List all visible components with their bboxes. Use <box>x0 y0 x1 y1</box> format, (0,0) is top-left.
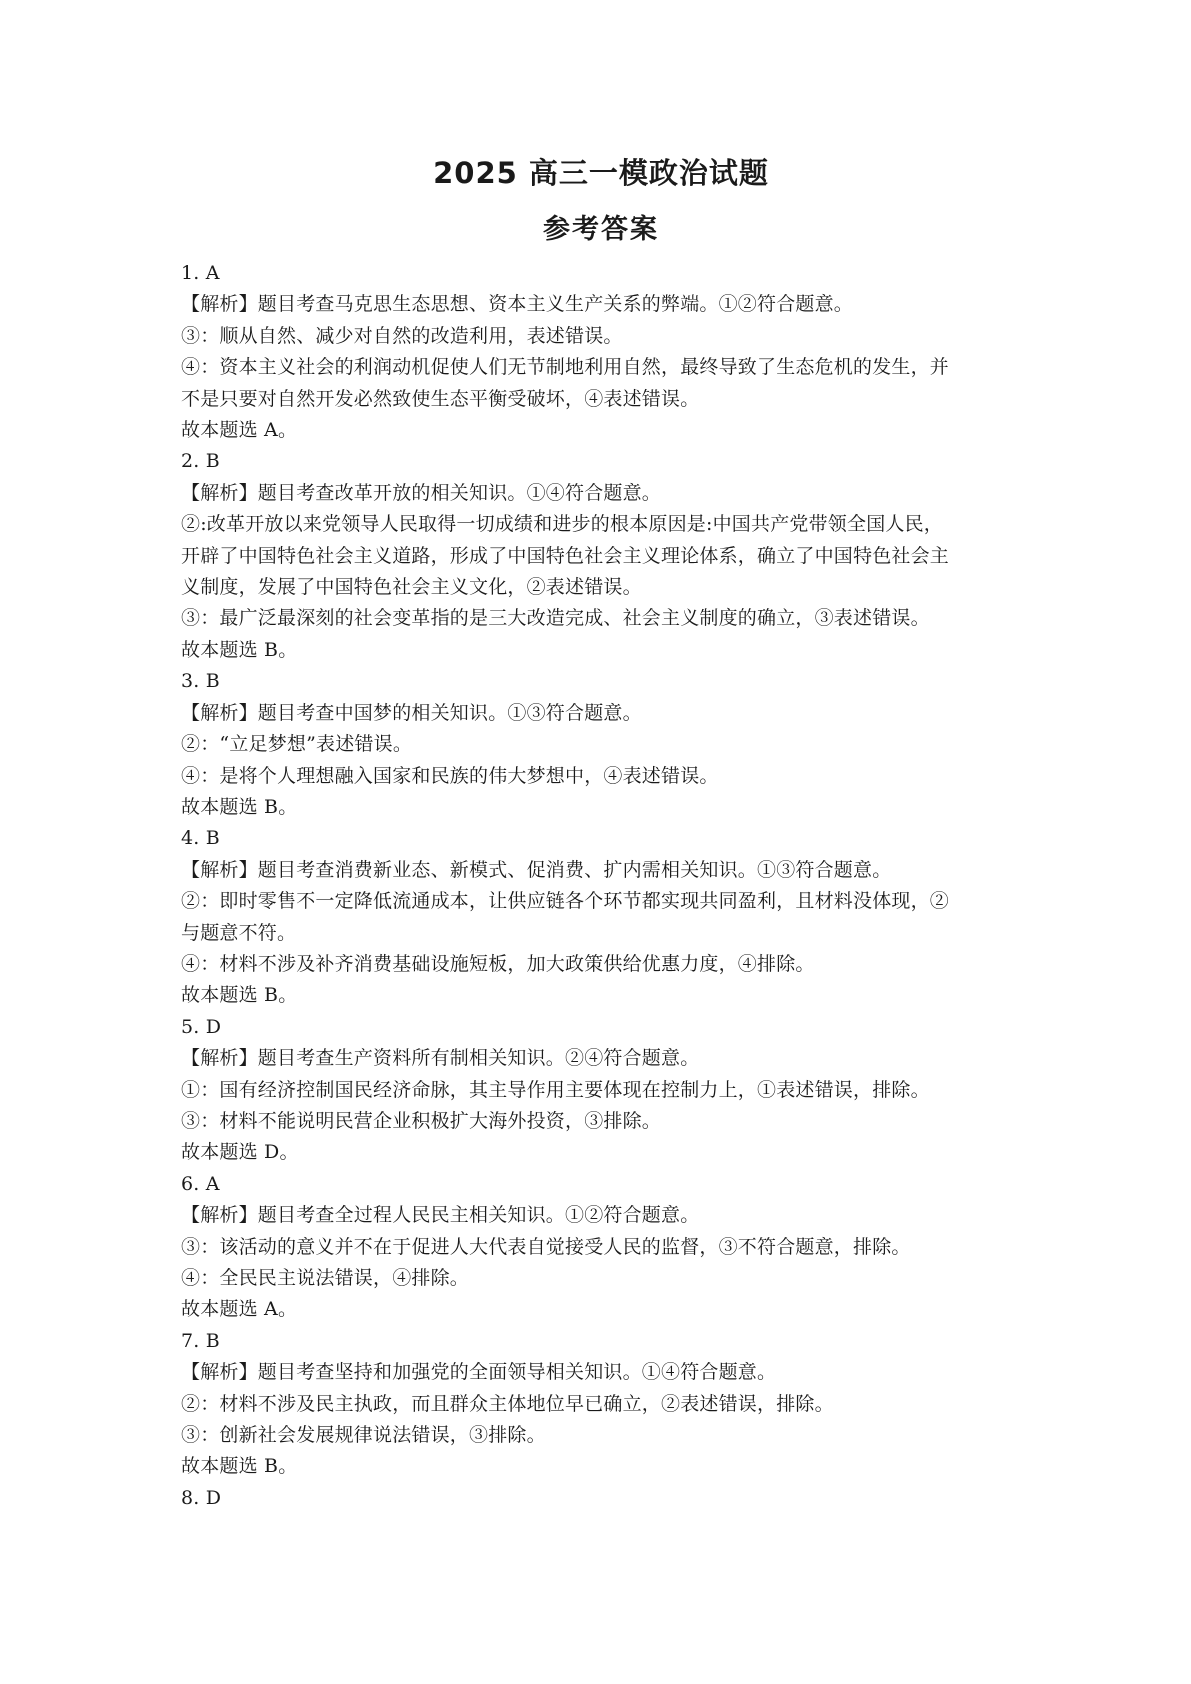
answer-item <box>181 823 1021 1011</box>
explanation-line: ④：资本主义社会的利润动机促使人们无节制地利用自然，最终导致了生态危机的发生，并 <box>181 356 950 379</box>
explanation-line: 故本题选 B。 <box>181 638 298 661</box>
answer-item <box>181 1483 1021 1514</box>
answer-number: 4. B <box>181 827 220 850</box>
answer-number: 8. D <box>181 1486 222 1509</box>
explanation-line: ②：即时零售不一定降低流通成本，让供应链各个环节都实现共同盈利，且材料没体现，② <box>181 890 950 913</box>
explanation-line: ④：是将个人理想融入国家和民族的伟大梦想中，④表述错误。 <box>181 764 719 787</box>
answer-item <box>181 1012 1021 1169</box>
answer-item <box>181 1169 1021 1326</box>
answer-key-page <box>181 150 1021 1514</box>
answer-number: 2. B <box>181 450 220 473</box>
explanation-line: ②:改革开放以来党领导人民取得一切成绩和进步的根本原因是:中国共产党带领全国人民， <box>181 513 944 536</box>
explanation-line: ③：材料不能说明民营企业积极扩大海外投资，③排除。 <box>181 1109 662 1132</box>
explanation-line: ③：顺从自然、减少对自然的改造利用，表述错误。 <box>181 324 623 347</box>
explanation-line: 【解析】题目考查生产资料所有制相关知识。②④符合题意。 <box>181 1047 700 1070</box>
explanation-line: 【解析】题目考查中国梦的相关知识。①③符合题意。 <box>181 701 642 724</box>
answer-item <box>181 666 1021 823</box>
explanation-line: 故本题选 B。 <box>181 1455 298 1478</box>
page-title: 2025 高三一模政治试题 <box>433 156 769 190</box>
explanation-line: 故本题选 A。 <box>181 1298 298 1321</box>
explanation-line: ③：创新社会发展规律说法错误，③排除。 <box>181 1424 546 1447</box>
explanation-line: 【解析】题目考查全过程人民民主相关知识。①②符合题意。 <box>181 1204 700 1227</box>
explanation-line: 故本题选 D。 <box>181 1141 299 1164</box>
explanation-line: 【解析】题目考查马克思生态思想、资本主义生产关系的弊端。①②符合题意。 <box>181 293 854 316</box>
answer-number: 5. D <box>181 1015 222 1038</box>
answer-number: 7. B <box>181 1329 220 1352</box>
explanation-line: 【解析】题目考查改革开放的相关知识。①④符合题意。 <box>181 481 662 504</box>
explanation-line: 开辟了中国特色社会主义道路，形成了中国特色社会主义理论体系，确立了中国特色社会主 <box>181 544 950 567</box>
explanation-line: ②：“立足梦想”表述错误。 <box>181 733 413 756</box>
explanation-line: 故本题选 B。 <box>181 795 298 818</box>
explanation-line: ②：材料不涉及民主执政，而且群众主体地位早已确立，②表述错误，排除。 <box>181 1392 834 1415</box>
page-subtitle: 参考答案 <box>543 214 659 245</box>
answer-item <box>181 258 1021 446</box>
explanation-line: ④：全民民主说法错误，④排除。 <box>181 1267 470 1289</box>
answer-item <box>181 446 1021 666</box>
answer-number: 3. B <box>181 670 220 693</box>
answer-list <box>181 258 1021 1514</box>
answer-number: 6. A <box>181 1172 220 1195</box>
answer-item <box>181 1326 1021 1483</box>
explanation-line: ③：最广泛最深刻的社会变革指的是三大改造完成、社会主义制度的确立，③表述错误。 <box>181 607 930 630</box>
explanation-line: ③：该活动的意义并不在于促进人大代表自觉接受人民的监督，③不符合题意，排除。 <box>181 1235 911 1258</box>
explanation-line: 【解析】题目考查消费新业态、新模式、促消费、扩内需相关知识。①③符合题意。 <box>181 858 892 881</box>
explanation-line: ④：材料不涉及补齐消费基础设施短板，加大政策供给优惠力度，④排除。 <box>181 952 815 975</box>
explanation-line: 故本题选 B。 <box>181 984 298 1007</box>
explanation-line: 不是只要对自然开发必然致使生态平衡受破坏，④表述错误。 <box>181 387 700 410</box>
explanation-line: 故本题选 A。 <box>181 419 298 442</box>
explanation-line: ①：国有经济控制国民经济命脉，其主导作用主要体现在控制力上，①表述错误，排除。 <box>181 1078 930 1101</box>
explanation-line: 【解析】题目考查坚持和加强党的全面领导相关知识。①④符合题意。 <box>181 1361 777 1384</box>
explanation-line: 与题意不符。 <box>181 921 297 944</box>
answer-number: 1. A <box>181 262 220 284</box>
explanation-line: 义制度，发展了中国特色社会主义文化，②表述错误。 <box>181 576 642 599</box>
